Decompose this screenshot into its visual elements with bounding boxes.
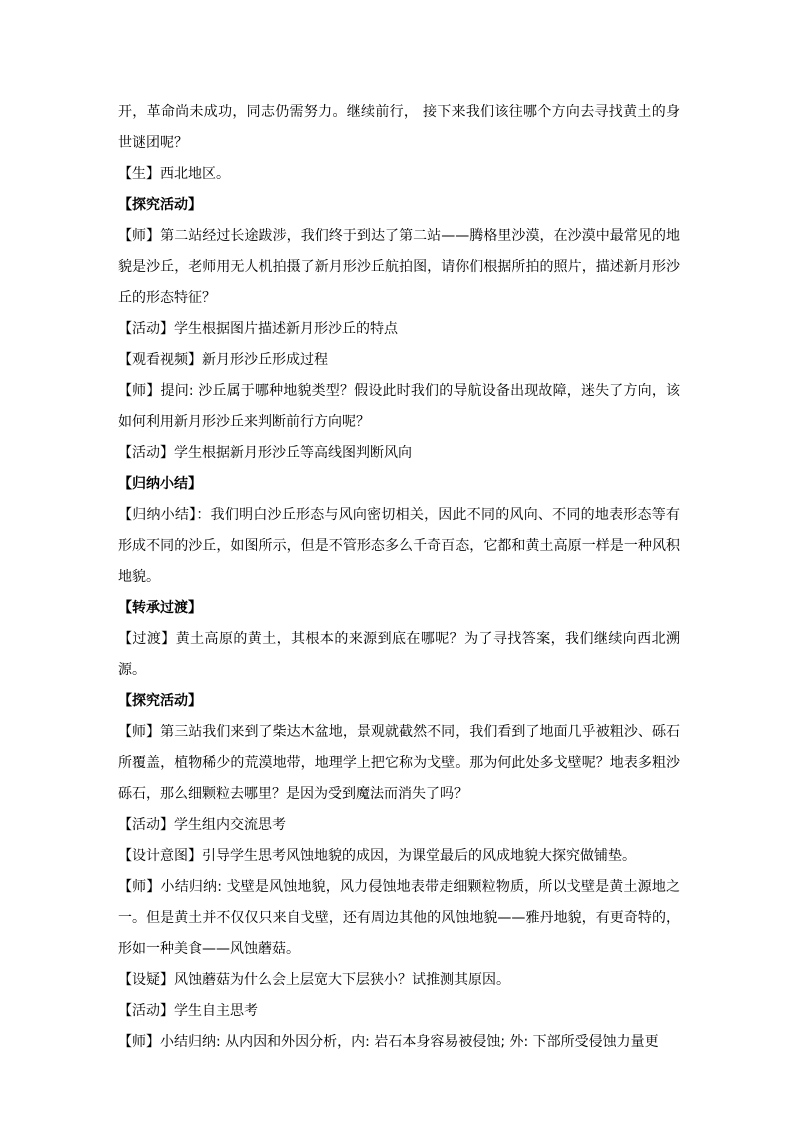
paragraph-activity: 【活动】学生组内交流思考 xyxy=(118,817,286,833)
paragraph-teacher: 【师】小结归纳: 戈壁是风蚀地貌，风力侵蚀地表带走细颗粒物质，所以戈壁是黄土源地之一。但是黄土并不仅仅只来自戈壁，还有周边其他的风蚀地貌——雅丹地貌，有更奇特的，形如一种美食——风蚀蘑菇。 xyxy=(118,879,680,957)
paragraph-teacher: 【师】第三站我们来到了柴达木盆地，景观就截然不同，我们看到了地面几乎被粗沙、砾石所覆盖，植物稀少的荒漠地带，地理学上把它称为戈壁。那为何此处多戈壁呢？地表多粗沙砾石，那么细颗粒去哪里？是因为受到魔法而消失了吗？ xyxy=(118,724,681,802)
role-tag: 【师】 xyxy=(118,383,161,399)
section-heading-explore: 【探究活动】 xyxy=(118,693,202,709)
paragraph-activity: 【活动】学生自主思考 xyxy=(118,1003,258,1019)
paragraph-teacher: 【师】提问: 沙丘属于哪种地貌类型？假设此时我们的导航设备出现故障，迷失了方向，该如何利用新月形沙丘来判断前行方向呢？ xyxy=(118,383,680,430)
paragraph-design-intent: 【设计意图】引导学生思考风蚀地貌的成因，为课堂最后的风成地貌大探究做铺垫。 xyxy=(118,848,636,864)
role-tag: 【活动】 xyxy=(118,321,174,337)
section-heading-summary: 【归纳小结】 xyxy=(118,476,202,492)
paragraph-video: 【观看视频】新月形沙丘形成过程 xyxy=(118,352,328,368)
paragraph-summary: 【归纳小结】：我们明白沙丘形态与风向密切相关，因此不同的风向、不同的地表形态等有形成不同的沙丘，如图所示，但是不管形态多么千奇百态，它都和黄土高原一样是一种风积地貌。 xyxy=(118,507,681,585)
section-heading-transition: 【转承过渡】 xyxy=(118,600,202,616)
role-tag: 【活动】 xyxy=(118,817,174,833)
paragraph-transition: 【过渡】黄土高原的黄土，其根本的来源到底在哪呢？为了寻找答案，我们继续向西北溯源。 xyxy=(118,631,681,678)
role-tag: 【活动】 xyxy=(118,445,174,461)
paragraph-teacher: 【师】小结归纳: 从内因和外因分析，内: 岩石本身容易被侵蚀; 外: 下部所受侵蚀力量更 xyxy=(118,1034,659,1050)
paragraph-continuation: 开，革命尚未成功，同志仍需努力。继续前行， 接下来我们该往哪个方向去寻找黄土的身世谜团呢？ xyxy=(118,104,680,151)
role-tag: 【归纳小结】 xyxy=(118,507,197,523)
role-tag: 【师】 xyxy=(118,724,161,740)
paragraph-question: 【设疑】风蚀蘑菇为什么会上层宽大下层狭小？试推测其原因。 xyxy=(118,972,510,988)
role-tag: 【观看视频】 xyxy=(118,352,202,368)
role-tag: 【生】 xyxy=(118,166,160,182)
role-tag: 【设疑】 xyxy=(118,972,174,988)
role-tag: 【过渡】 xyxy=(118,631,176,647)
paragraph-student-answer: 【生】西北地区。 xyxy=(118,166,230,182)
role-tag: 【设计意图】 xyxy=(118,848,202,864)
paragraph-activity: 【活动】学生根据新月形沙丘等高线图判断风向 xyxy=(118,445,412,461)
role-tag: 【师】 xyxy=(118,879,161,895)
section-heading-explore: 【探究活动】 xyxy=(118,197,202,213)
role-tag: 【师】 xyxy=(118,228,161,244)
paragraph-activity: 【活动】学生根据图片描述新月形沙丘的特点 xyxy=(118,321,398,337)
document-page xyxy=(118,97,680,1058)
role-tag: 【师】 xyxy=(118,1034,160,1050)
paragraph-teacher: 【师】第二站经过长途跋涉，我们终于到达了第二站——腾格里沙漠，在沙漠中最常见的地貌是沙丘，老师用无人机拍摄了新月形沙丘航拍图，请你们根据所拍的照片，描述新月形沙丘的形态特征？ xyxy=(118,228,681,306)
role-tag: 【活动】 xyxy=(118,1003,174,1019)
